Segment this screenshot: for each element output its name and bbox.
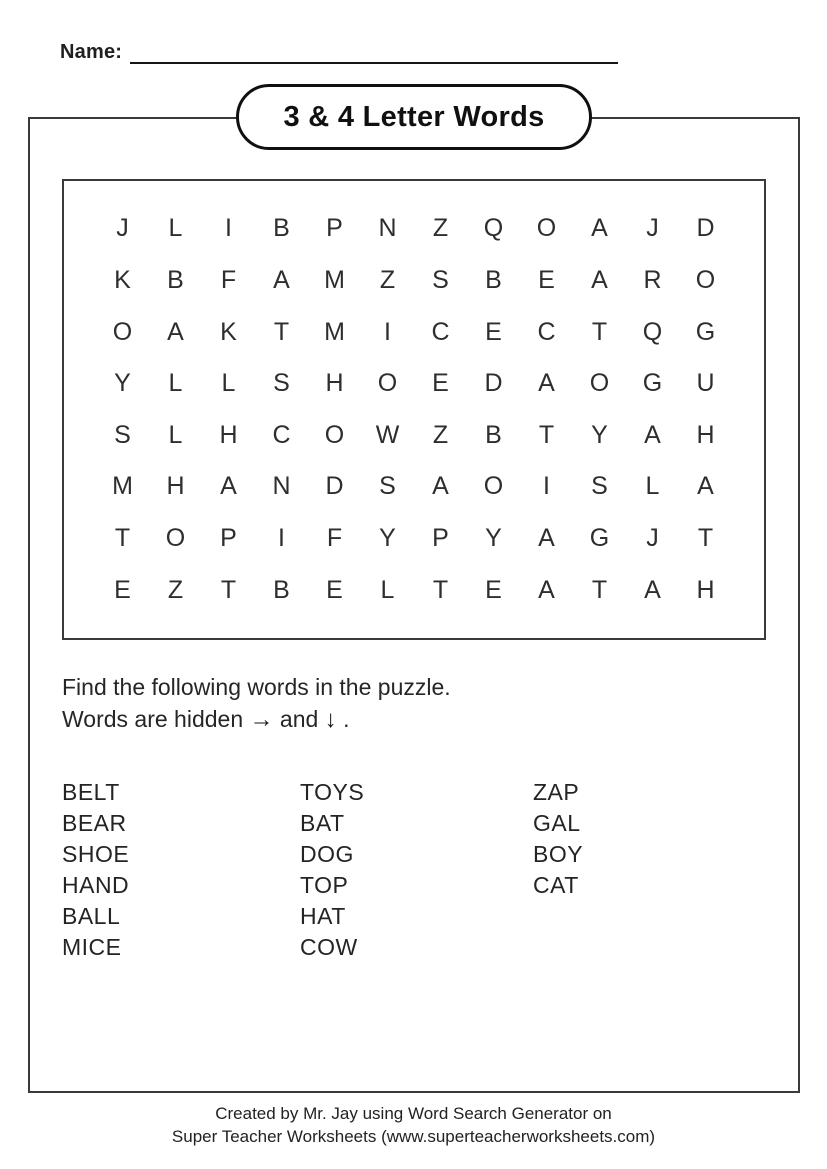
grid-cell-r2c1: K <box>114 265 131 294</box>
grid-cell-r5c8: B <box>485 420 502 449</box>
grid-cell-r8c5: E <box>326 575 343 604</box>
grid-cell-r2c3: F <box>220 265 237 294</box>
grid-cell-r4c12: U <box>696 369 715 398</box>
name-fill-in-line[interactable] <box>130 40 618 64</box>
word-item: BOY <box>533 841 584 867</box>
grid-cell-r3c3: K <box>220 317 237 346</box>
grid-cell-r5c7: Z <box>432 420 449 449</box>
word-item: TOP <box>300 872 349 898</box>
grid-cell-r2c9: E <box>538 265 555 294</box>
grid-cell-r6c12: A <box>697 472 714 501</box>
grid-cell-r3c11: Q <box>642 317 663 346</box>
grid-cell-r5c6: W <box>375 420 400 449</box>
grid-cell-r3c5: M <box>324 317 345 346</box>
grid-cell-r7c1: T <box>114 524 131 553</box>
word-item: BELT <box>62 779 120 805</box>
grid-cell-r4c7: E <box>432 369 449 398</box>
grid-cell-r6c11: L <box>645 472 660 501</box>
grid-cell-r4c9: A <box>538 369 555 398</box>
grid-cell-r6c8: O <box>483 472 504 501</box>
grid-cell-r2c12: O <box>695 265 716 294</box>
grid-cell-r7c4: I <box>278 524 285 553</box>
grid-cell-r8c9: A <box>538 575 555 604</box>
grid-cell-r8c1: E <box>114 575 131 604</box>
grid-cell-r3c4: T <box>273 317 290 346</box>
word-item: GAL <box>533 810 581 836</box>
grid-cell-r5c11: A <box>644 420 661 449</box>
word-item: BEAR <box>62 810 127 836</box>
word-item: COW <box>300 934 358 960</box>
grid-cell-r8c12: H <box>696 575 715 604</box>
grid-cell-r2c11: R <box>643 265 662 294</box>
grid-cell-r5c4: C <box>272 420 291 449</box>
instructions-conjunction: and <box>279 706 319 732</box>
grid-cell-r6c5: D <box>325 472 344 501</box>
grid-cell-r7c11: J <box>646 524 659 553</box>
grid-cell-r1c1: J <box>116 214 129 243</box>
grid-cell-r1c6: N <box>378 214 397 243</box>
word-item: ZAP <box>533 779 580 805</box>
grid-cell-r6c2: H <box>166 472 185 501</box>
grid-cell-r4c5: H <box>325 369 344 398</box>
grid-cell-r8c6: L <box>380 575 395 604</box>
grid-cell-r1c7: Z <box>432 214 449 243</box>
grid-cell-r5c10: Y <box>591 420 608 449</box>
grid-cell-r3c1: O <box>112 317 133 346</box>
grid-cell-r5c1: S <box>114 420 131 449</box>
grid-cell-r5c9: T <box>538 420 555 449</box>
grid-cell-r2c7: S <box>432 265 449 294</box>
grid-cell-r2c5: M <box>324 265 345 294</box>
footer-credit <box>0 1102 827 1148</box>
grid-cell-r4c1: Y <box>114 369 131 398</box>
grid-cell-r3c8: E <box>485 317 502 346</box>
grid-cell-r1c8: Q <box>483 214 504 243</box>
title-pill <box>236 84 592 150</box>
grid-cell-r2c2: B <box>167 265 184 294</box>
grid-cell-r1c11: J <box>646 214 659 243</box>
grid-cell-r1c3: I <box>225 214 232 243</box>
instructions-line2-text: Words are hidden <box>62 706 244 732</box>
word-column-2 <box>300 777 364 963</box>
grid-cell-r2c4: A <box>273 265 290 294</box>
worksheet-border-box <box>28 100 800 1093</box>
word-item: HAT <box>300 903 346 929</box>
grid-cell-r6c1: M <box>112 472 133 501</box>
word-item: SHOE <box>62 841 130 867</box>
footer-line2: Super Teacher Worksheets (www.superteacherworksheets.com) <box>171 1127 656 1146</box>
grid-cell-r3c2: A <box>167 317 184 346</box>
word-item: TOYS <box>300 779 365 805</box>
grid-cell-r2c6: Z <box>379 265 396 294</box>
grid-cell-r4c10: O <box>589 369 610 398</box>
word-column-3 <box>533 777 583 901</box>
grid-cell-r4c4: S <box>273 369 290 398</box>
grid-cell-r8c8: E <box>485 575 502 604</box>
grid-cell-r4c6: O <box>377 369 398 398</box>
grid-cell-r4c11: G <box>642 369 663 398</box>
word-item: CAT <box>533 872 579 898</box>
grid-cell-r3c6: I <box>384 317 391 346</box>
grid-cell-r8c7: T <box>432 575 449 604</box>
grid-cell-r7c3: P <box>220 524 237 553</box>
grid-cell-r4c8: D <box>484 369 503 398</box>
grid-cell-r7c12: T <box>697 524 714 553</box>
grid-cell-r1c5: P <box>326 214 343 243</box>
word-item: MICE <box>62 934 122 960</box>
grid-cell-r1c2: L <box>168 214 183 243</box>
grid-cell-r3c10: T <box>591 317 608 346</box>
grid-cell-r5c5: O <box>324 420 345 449</box>
right-arrow-icon: → <box>249 706 274 733</box>
grid-cell-r1c9: O <box>536 214 557 243</box>
grid-cell-r8c3: T <box>220 575 237 604</box>
word-item: BALL <box>62 903 121 929</box>
down-arrow-icon: ↓ <box>324 706 337 733</box>
name-label: Name: <box>60 41 123 63</box>
grid-cell-r1c10: A <box>591 214 608 243</box>
grid-cell-r7c8: Y <box>485 524 502 553</box>
grid-cell-r2c10: A <box>591 265 608 294</box>
instructions-line1: Find the following words in the puzzle. <box>62 674 451 700</box>
grid-cell-r4c2: L <box>168 369 183 398</box>
grid-cell-r8c10: T <box>591 575 608 604</box>
grid-cell-r7c5: F <box>326 524 343 553</box>
grid-cell-r7c9: A <box>538 524 555 553</box>
word-item: DOG <box>300 841 354 867</box>
grid-cell-r8c4: B <box>273 575 290 604</box>
instructions-period: . <box>343 706 350 732</box>
grid-cell-r3c12: G <box>695 317 716 346</box>
grid-cell-r1c4: B <box>273 214 290 243</box>
grid-cell-r7c2: O <box>165 524 186 553</box>
grid-cell-r4c3: L <box>221 369 236 398</box>
instructions <box>62 671 451 736</box>
grid-cell-r6c6: S <box>379 472 396 501</box>
footer-line1: Created by Mr. Jay using Word Search Generator on <box>215 1104 612 1123</box>
grid-cell-r5c2: L <box>168 420 183 449</box>
grid-cell-r3c7: C <box>431 317 450 346</box>
grid-cell-r5c12: H <box>696 420 715 449</box>
grid-cell-r5c3: H <box>219 420 238 449</box>
word-item: HAND <box>62 872 130 898</box>
name-row <box>60 40 618 64</box>
word-item: BAT <box>300 810 345 836</box>
grid-cell-r6c3: A <box>220 472 237 501</box>
word-column-1 <box>62 777 129 963</box>
grid-cell-r8c11: A <box>644 575 661 604</box>
grid-cell-r6c4: N <box>272 472 291 501</box>
grid-cell-r7c10: G <box>589 524 610 553</box>
grid-cell-r3c9: C <box>537 317 556 346</box>
grid-cell-r6c9: I <box>543 472 550 501</box>
grid-cell-r6c10: S <box>591 472 608 501</box>
grid-cell-r8c2: Z <box>167 575 184 604</box>
instructions-line2 <box>62 703 451 736</box>
puzzle-grid <box>62 179 766 640</box>
grid-cell-r1c12: D <box>696 214 715 243</box>
grid-cell-r7c6: Y <box>379 524 396 553</box>
puzzle-title: 3 & 4 Letter Words <box>283 100 545 133</box>
grid-cell-r6c7: A <box>432 472 449 501</box>
grid-cell-r7c7: P <box>432 524 449 553</box>
grid-cell-r2c8: B <box>485 265 502 294</box>
